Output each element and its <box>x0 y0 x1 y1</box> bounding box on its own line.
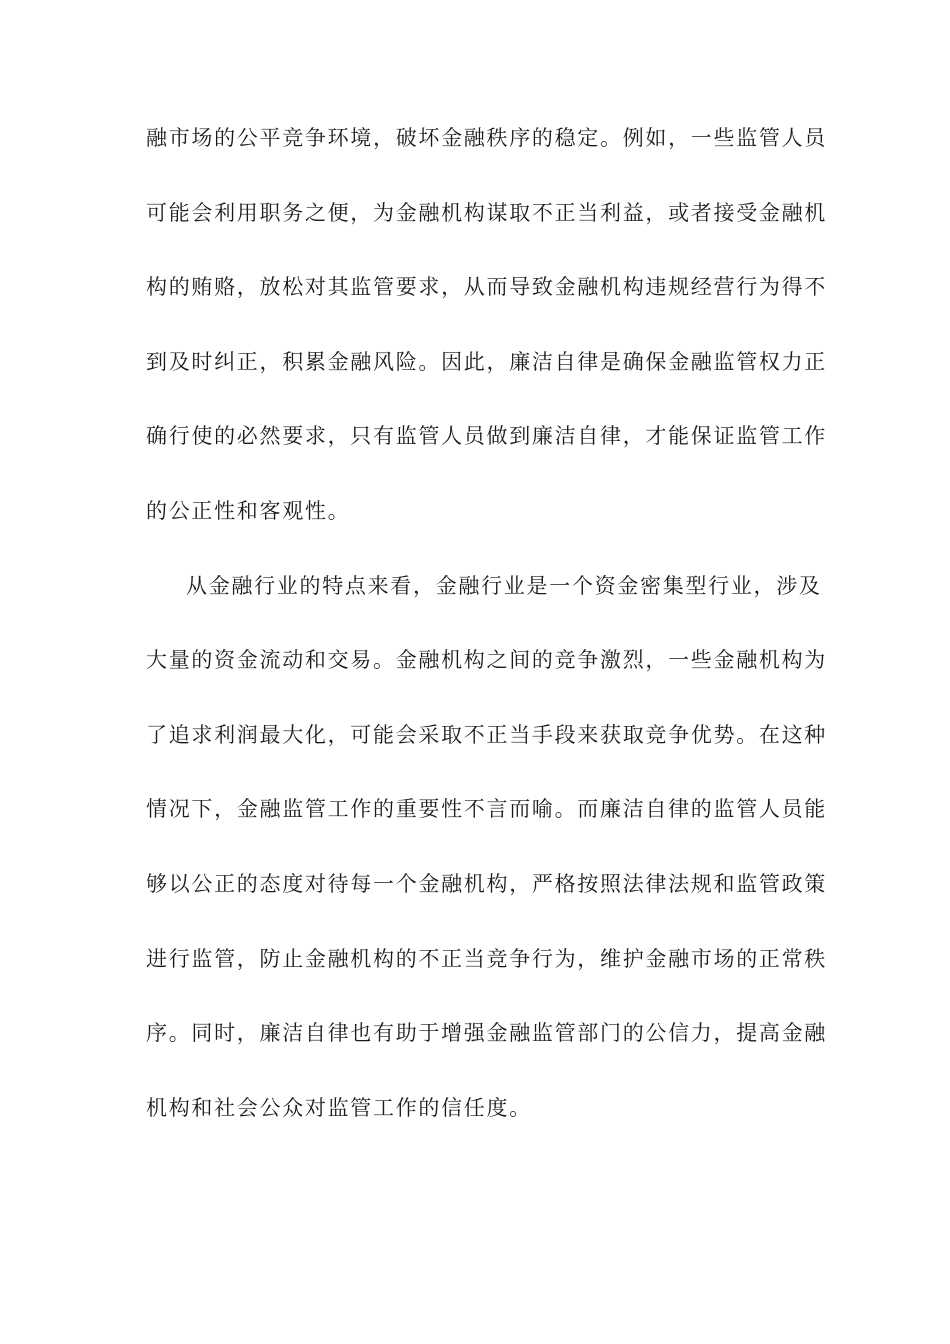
document-body <box>146 118 827 1162</box>
text-line: 从金融行业的特点来看，金融行业是一个资金密集型行业，涉及 <box>186 573 822 598</box>
text-line: 构的贿赂，放松对其监管要求，从而导致金融机构违规经营行为得不 <box>146 275 827 300</box>
text-line: 可能会利用职务之便，为金融机构谋取不正当利益，或者接受金融机 <box>146 200 827 225</box>
text-line: 融市场的公平竞争环境，破坏金融秩序的稳定。例如，一些监管人员 <box>146 126 827 150</box>
text-line: 情况下，金融监管工作的重要性不言而喻。而廉洁自律的监管人员能 <box>146 797 827 822</box>
text-line: 机构和社会公众对监管工作的信任度。 <box>146 1095 532 1120</box>
text-line: 了追求利润最大化，可能会采取不正当手段来获取竞争优势。在这种 <box>146 722 827 747</box>
text-line: 够以公正的态度对待每一个金融机构，严格按照法律法规和监管政策 <box>146 871 827 896</box>
paragraph-2 <box>146 566 827 1163</box>
text-line: 进行监管，防止金融机构的不正当竞争行为，维护金融市场的正常秩 <box>146 946 827 971</box>
text-line: 的公正性和客观性。 <box>146 498 351 523</box>
text-line: 确行使的必然要求，只有监管人员做到廉洁自律，才能保证监管工作 <box>146 424 827 449</box>
text-line: 序。同时，廉洁自律也有助于增强金融监管部门的公信力，提高金融 <box>146 1021 827 1046</box>
paragraph-1 <box>146 118 827 566</box>
text-line: 到及时纠正，积累金融风险。因此，廉洁自律是确保金融监管权力正 <box>146 349 827 374</box>
text-line: 大量的资金流动和交易。金融机构之间的竞争激烈，一些金融机构为 <box>146 648 827 673</box>
